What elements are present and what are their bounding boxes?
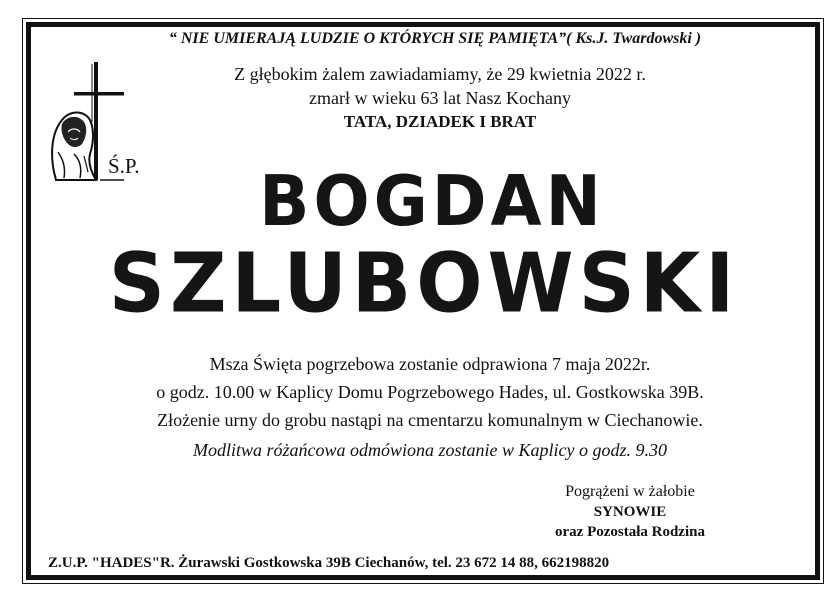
announcement-intro — [160, 62, 720, 134]
mourners-block — [530, 482, 730, 542]
intro-line-3: TATA, DZIADEK I BRAT — [343, 112, 537, 131]
funeral-service-info — [60, 350, 800, 434]
service-line-1: Msza Święta pogrzebowa zostanie odprawiona 7 maja 2022r. — [209, 354, 651, 374]
mourners-line-2: SYNOWIE — [593, 504, 667, 520]
funeral-home-footer: Z.U.P. "HADES"R. Żurawski Gostkowska 39B Ciechanów, tel. 23 672 14 88, 662198820 — [48, 555, 610, 571]
service-line-3: Złożenie urny do grobu nastąpi na cmentarzu komunalnym w Ciechanowie. — [157, 410, 703, 430]
service-line-2: o godz. 10.00 w Kaplicy Domu Pogrzebowego Hades, ul. Gostkowska 39B. — [156, 382, 704, 402]
motto-quote: “ NIE UMIERAJĄ LUDZIE O KTÓRYCH SIĘ PAMIĘTA”( Ks.J. Twardowski ) — [168, 30, 702, 47]
rosary-prayer-info: Modlitwa różańcowa odmówiona zostanie w Kaplicy o godz. 9.30 — [192, 440, 667, 460]
deceased-last-name: SZLUBOWSKI — [108, 236, 740, 332]
sp-abbreviation: Ś.P. — [108, 154, 140, 178]
mourners-line-3: oraz Pozostała Rodzina — [555, 524, 705, 540]
mourners-line-1: Pogrążeni w żałobie — [565, 483, 695, 500]
intro-line-2: zmarł w wieku 63 lat Nasz Kochany — [309, 88, 571, 108]
intro-line-1: Z głębokim żalem zawiadamiamy, że 29 kwietnia 2022 r. — [234, 64, 646, 84]
deceased-first-name: BOGDAN — [259, 161, 605, 242]
